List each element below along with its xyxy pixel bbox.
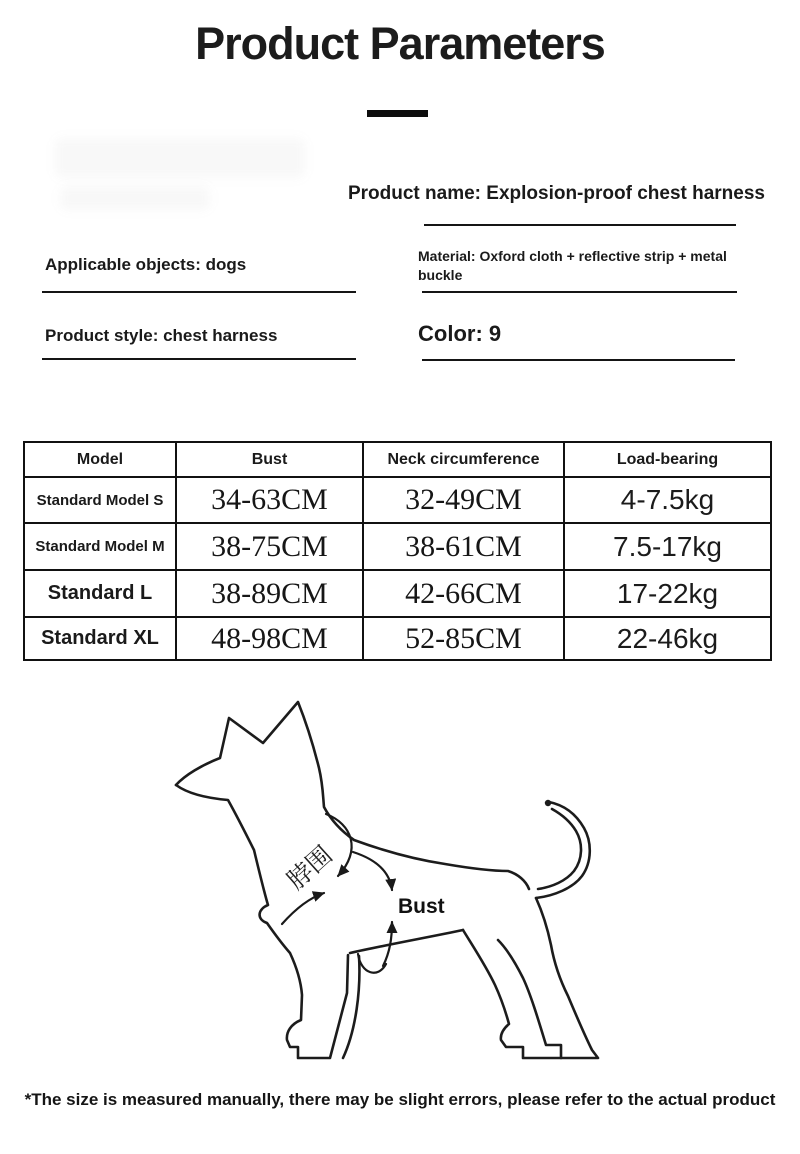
spec-underline bbox=[42, 291, 356, 293]
spec-applicable-objects: Applicable objects: dogs bbox=[45, 255, 247, 274]
table-row-model: Standard Model S bbox=[25, 478, 177, 524]
dog-outline bbox=[176, 702, 598, 1058]
table-row-load: 17-22kg bbox=[565, 571, 770, 618]
spec-color: Color: 9 bbox=[418, 321, 502, 346]
size-table-header-model: Model bbox=[25, 443, 177, 478]
table-row-bust: 34-63CM bbox=[177, 478, 364, 524]
table-row-neck: 32-49CM bbox=[364, 478, 565, 524]
tail-tip bbox=[545, 800, 551, 806]
table-row-model: Standard XL bbox=[25, 618, 177, 659]
size-table bbox=[23, 441, 772, 661]
table-row-bust: 38-89CM bbox=[177, 571, 364, 618]
spec-product-style: Product style: chest harness bbox=[45, 326, 278, 345]
neck-circumference-label: 脖围 bbox=[282, 840, 338, 896]
table-row-model: Standard L bbox=[25, 571, 177, 618]
table-row-load: 22-46kg bbox=[565, 618, 770, 659]
bust-label: Bust bbox=[398, 895, 445, 918]
ghost-artifact bbox=[55, 138, 305, 178]
neck-measure-arrow-lower bbox=[282, 893, 324, 924]
table-row-neck: 52-85CM bbox=[364, 618, 565, 659]
table-row-neck: 42-66CM bbox=[364, 571, 565, 618]
product-name-line: Product name: Explosion-proof chest harness bbox=[347, 183, 765, 204]
size-table-header-load: Load-bearing bbox=[565, 443, 770, 478]
ghost-artifact bbox=[60, 186, 210, 210]
bust-measure-arrow-upper bbox=[353, 852, 392, 890]
table-row-bust: 38-75CM bbox=[177, 524, 364, 571]
spec-underline bbox=[42, 358, 356, 360]
footer-disclaimer: *The size is measured manually, there may be slight errors, please refer to the actual product bbox=[24, 1090, 776, 1109]
table-row-model: Standard Model M bbox=[25, 524, 177, 571]
dog-measurement-diagram bbox=[140, 690, 660, 1090]
table-row-load: 4-7.5kg bbox=[565, 478, 770, 524]
page-title: Product Parameters bbox=[195, 18, 605, 69]
product-name-underline bbox=[424, 224, 736, 226]
spec-underline bbox=[422, 291, 737, 293]
table-row-load: 7.5-17kg bbox=[565, 524, 770, 571]
table-row-neck: 38-61CM bbox=[364, 524, 565, 571]
bust-tape-loop bbox=[358, 954, 386, 973]
title-dash-divider bbox=[367, 110, 428, 117]
size-table-header-neck: Neck circumference bbox=[364, 443, 565, 478]
table-row-bust: 48-98CM bbox=[177, 618, 364, 659]
spec-material: Material: Oxford cloth + reflective strip + metal buckle bbox=[418, 248, 727, 283]
size-table-header-bust: Bust bbox=[177, 443, 364, 478]
spec-underline bbox=[422, 359, 735, 361]
